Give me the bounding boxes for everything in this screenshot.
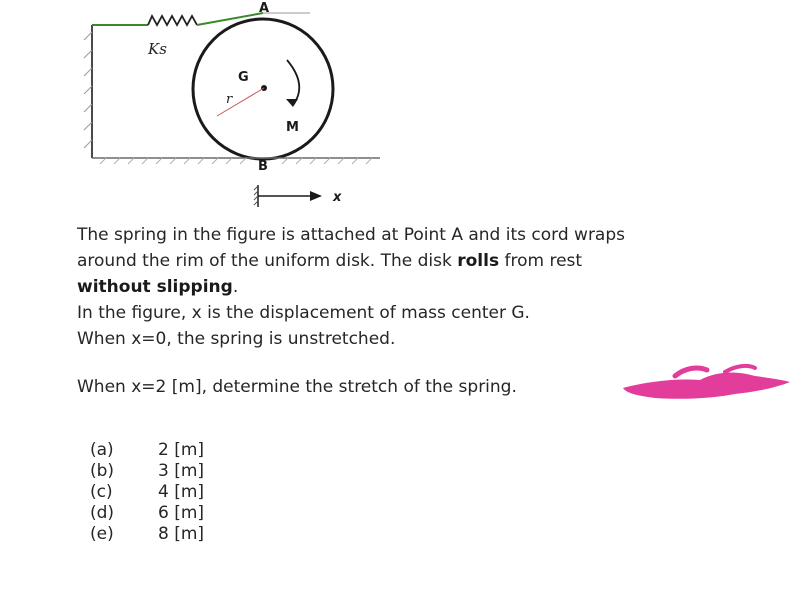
answer-choices: [90, 440, 290, 545]
choice-e[interactable]: [90, 524, 290, 545]
p1-text-a: The spring in the figure is attached at Point A and its cord wraps around the rim of the uniform disk. The disk: [77, 225, 625, 271]
choice-value: 4 [m]: [158, 482, 205, 502]
label-moment-m: M: [286, 120, 299, 135]
problem-paragraph-2: [77, 300, 637, 352]
radius-line: [217, 88, 264, 116]
choice-letter: (a): [90, 440, 114, 460]
label-point-b: B: [258, 159, 268, 174]
label-center-g: G: [238, 70, 249, 85]
label-spring-ks: Ks: [148, 40, 167, 58]
problem-paragraph-1: [77, 222, 637, 300]
choice-value: 8 [m]: [158, 524, 205, 544]
label-radius-r: r: [226, 92, 233, 107]
choice-value: 2 [m]: [158, 440, 205, 460]
choice-value: 6 [m]: [158, 503, 205, 523]
p1-bold-without-slipping: without slipping: [77, 277, 233, 297]
spring-coil: [148, 16, 197, 25]
label-point-a: A: [259, 1, 270, 16]
left-wall-hatching: [84, 32, 92, 148]
choice-a[interactable]: [90, 440, 290, 461]
choice-letter: (d): [90, 503, 115, 523]
question-text: When x=2 [m], determine the stretch of the spring.: [77, 377, 517, 397]
choice-letter: (b): [90, 461, 115, 481]
p1-bold-rolls: rolls: [457, 251, 500, 271]
redaction-scribble: [615, 358, 795, 408]
p1-text-c: from rest: [499, 251, 583, 271]
moment-arrowhead: [286, 99, 298, 107]
p1-text-e: .: [232, 277, 239, 297]
moment-arc: [287, 60, 299, 105]
choice-value: 3 [m]: [158, 461, 205, 481]
choice-b[interactable]: [90, 461, 290, 482]
choice-d[interactable]: [90, 503, 290, 524]
choice-c[interactable]: [90, 482, 290, 503]
x-axis-arrowhead: [310, 191, 322, 201]
label-axis-x: x: [333, 190, 342, 205]
choice-letter: (e): [90, 524, 114, 544]
ground-hatching: [100, 158, 372, 164]
spring-disk-figure: [0, 0, 800, 215]
p2-line-2: When x=0, the spring is unstretched.: [77, 329, 396, 349]
p2-line-1: In the figure, x is the displacement of mass center G.: [77, 303, 530, 323]
choice-letter: (c): [90, 482, 113, 502]
